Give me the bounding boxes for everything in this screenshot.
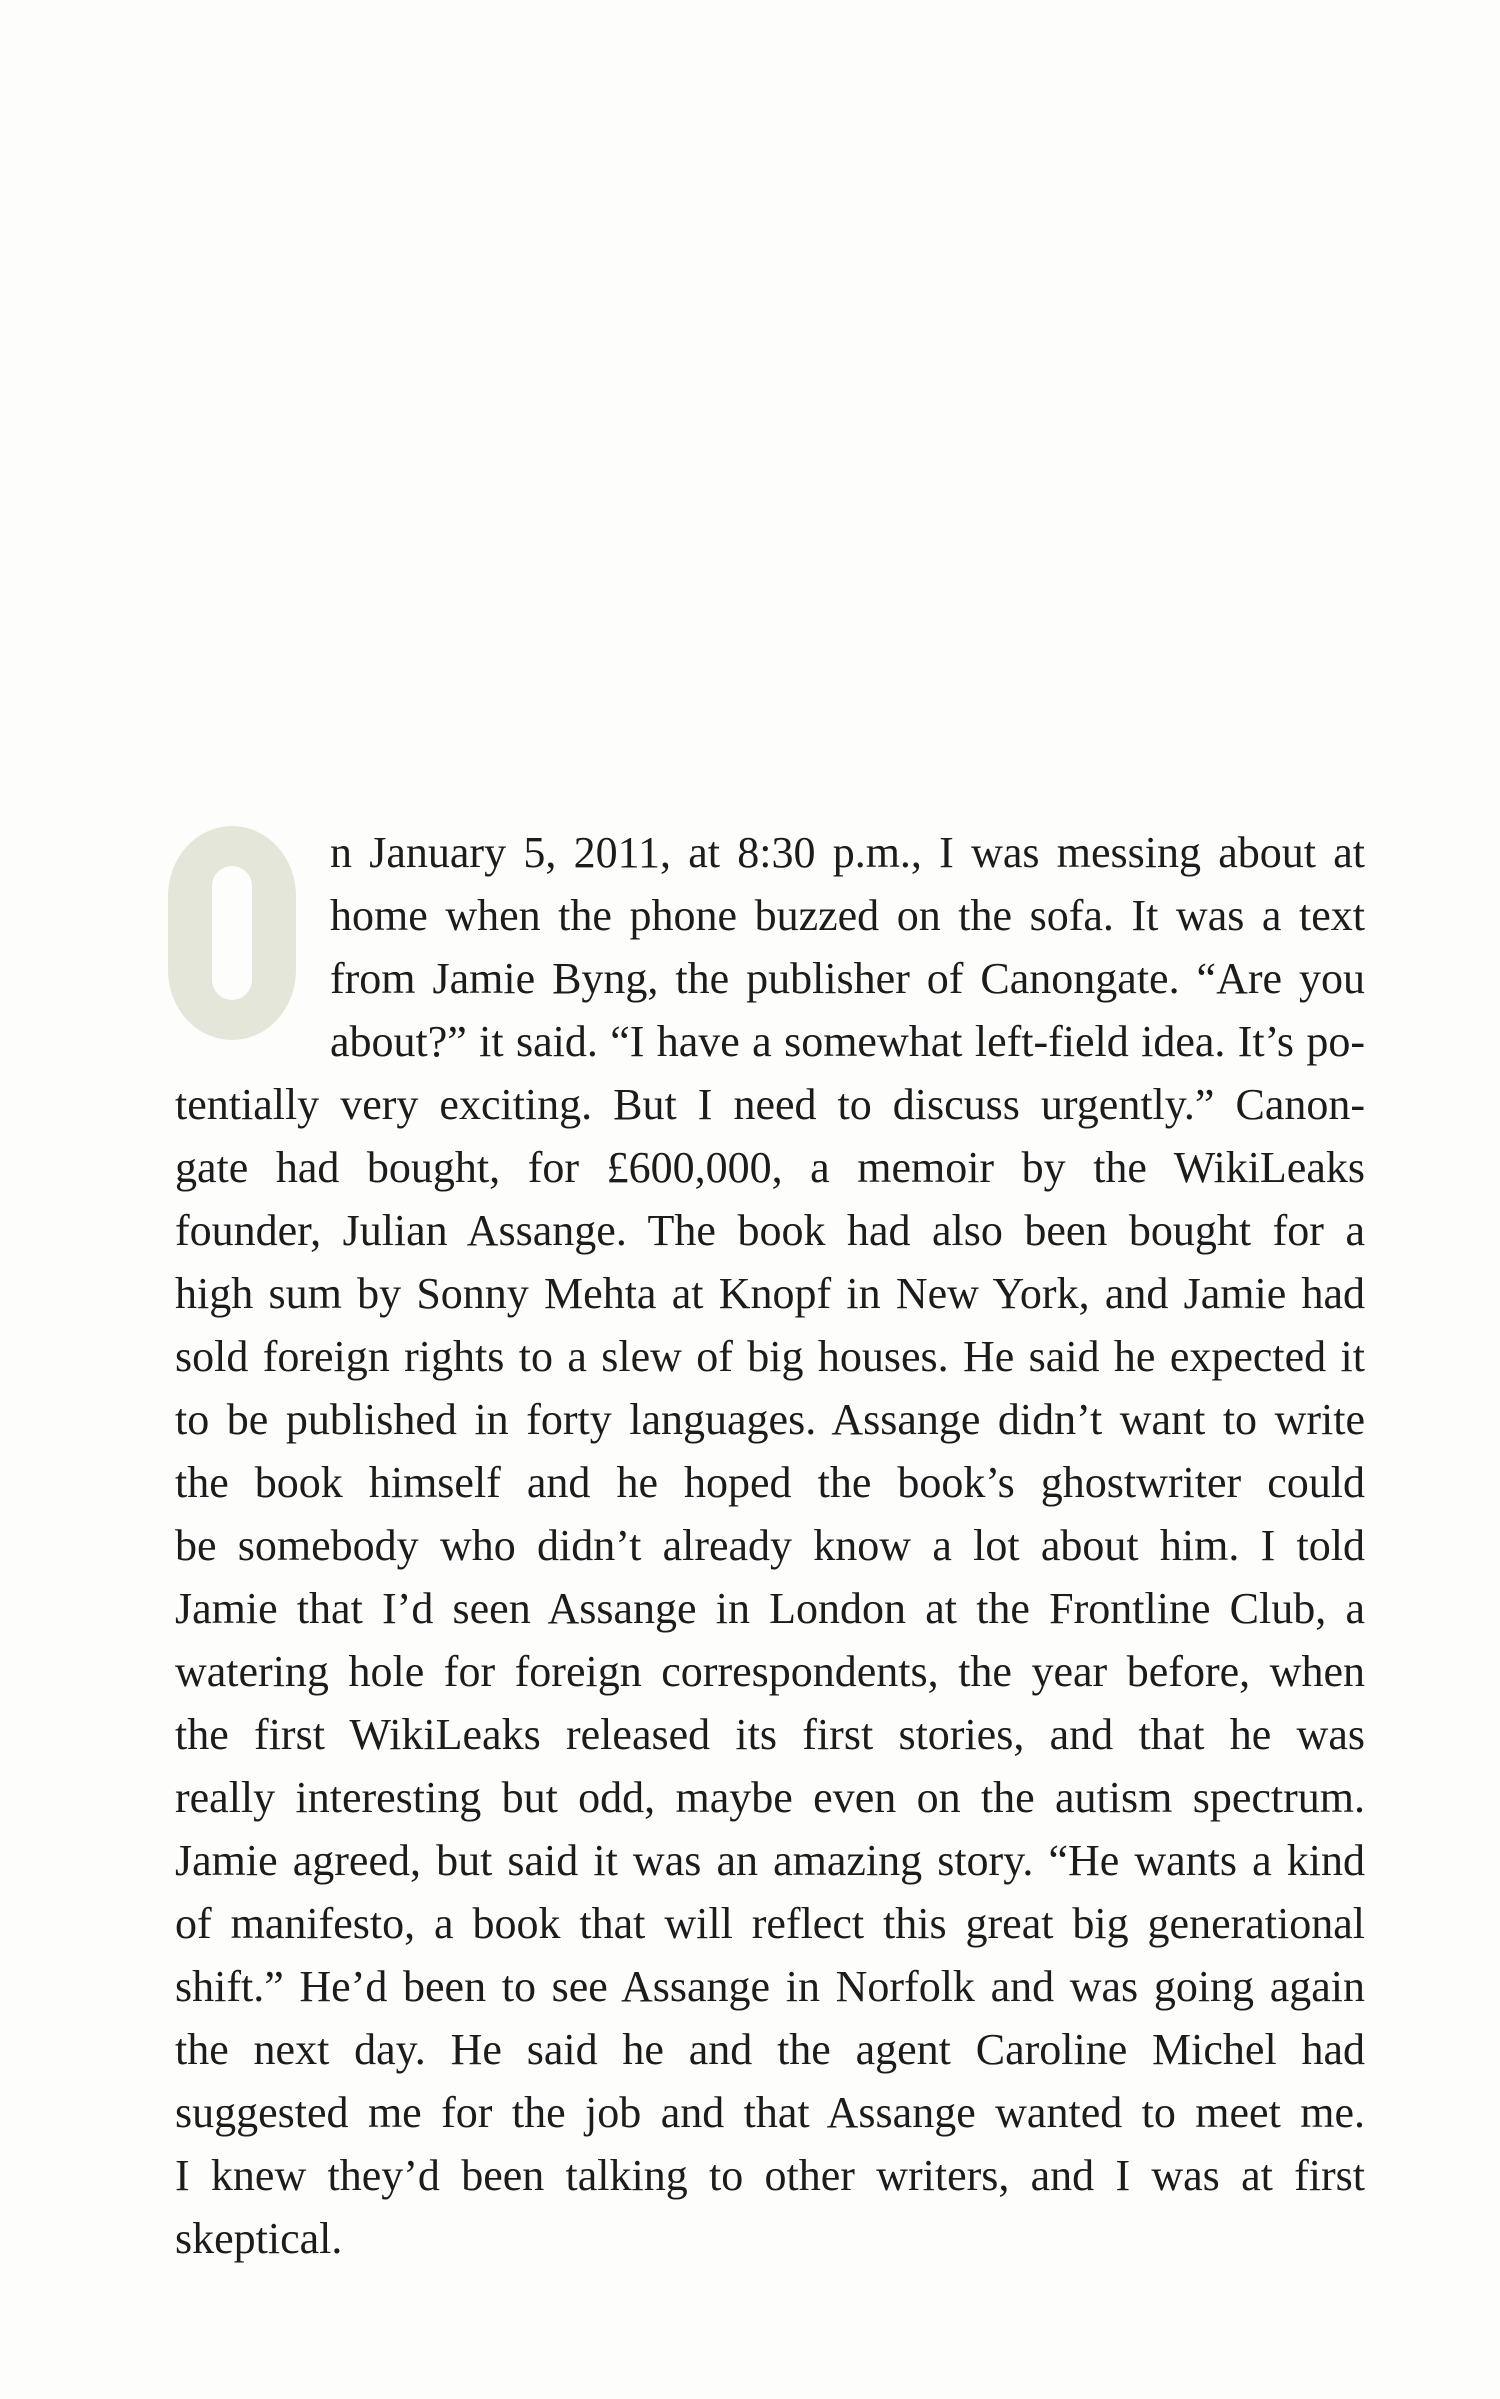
- text-line: shift.” He’d been to see Assange in Norfolk and was going again: [175, 1962, 1365, 2011]
- text-line: the book himself and he hoped the book’s ghostwriter could: [175, 1458, 1365, 1507]
- text-line: tentially very exciting. But I need to discuss urgently.” Canon-: [175, 1080, 1365, 1129]
- text-line: n January 5, 2011, at 8:30 p.m., I was messing about at: [330, 828, 1365, 877]
- text-line: the first WikiLeaks released its first stories, and that he was: [175, 1710, 1365, 1759]
- text-line: I knew they’d been talking to other writers, and I was at first: [175, 2151, 1365, 2200]
- text-line: suggested me for the job and that Assange wanted to meet me.: [175, 2088, 1365, 2137]
- text-line: sold foreign rights to a slew of big houses. He said he expected it: [175, 1332, 1365, 1381]
- text-line: Jamie agreed, but said it was an amazing story. “He wants a kind: [175, 1836, 1365, 1885]
- text-line: of manifesto, a book that will reflect this great big generational: [175, 1899, 1365, 1948]
- text-line: gate had bought, for £600,000, a memoir by the WikiLeaks: [175, 1143, 1365, 1192]
- drop-cap-letter: [168, 826, 296, 1040]
- text-line: be somebody who didn’t already know a lot about him. I told: [175, 1521, 1365, 1570]
- text-line: about?” it said. “I have a somewhat left-field idea. It’s po-: [330, 1017, 1365, 1066]
- text-line: the next day. He said he and the agent Caroline Michel had: [175, 2025, 1365, 2074]
- text-line: founder, Julian Assange. The book had also been bought for a: [175, 1206, 1365, 1255]
- text-line: skeptical.: [175, 2214, 343, 2263]
- text-line: Jamie that I’d seen Assange in London at the Frontline Club, a: [175, 1584, 1365, 1633]
- text-line: watering hole for foreign correspondents, the year before, when: [175, 1647, 1365, 1696]
- text-line: to be published in forty languages. Assange didn’t want to write: [175, 1395, 1365, 1444]
- text-line: from Jamie Byng, the publisher of Canongate. “Are you: [330, 954, 1365, 1003]
- text-line: high sum by Sonny Mehta at Knopf in New York, and Jamie had: [175, 1269, 1365, 1318]
- text-line: really interesting but odd, maybe even on the autism spectrum.: [175, 1773, 1365, 1822]
- text-line: home when the phone buzzed on the sofa. It was a text: [330, 891, 1365, 940]
